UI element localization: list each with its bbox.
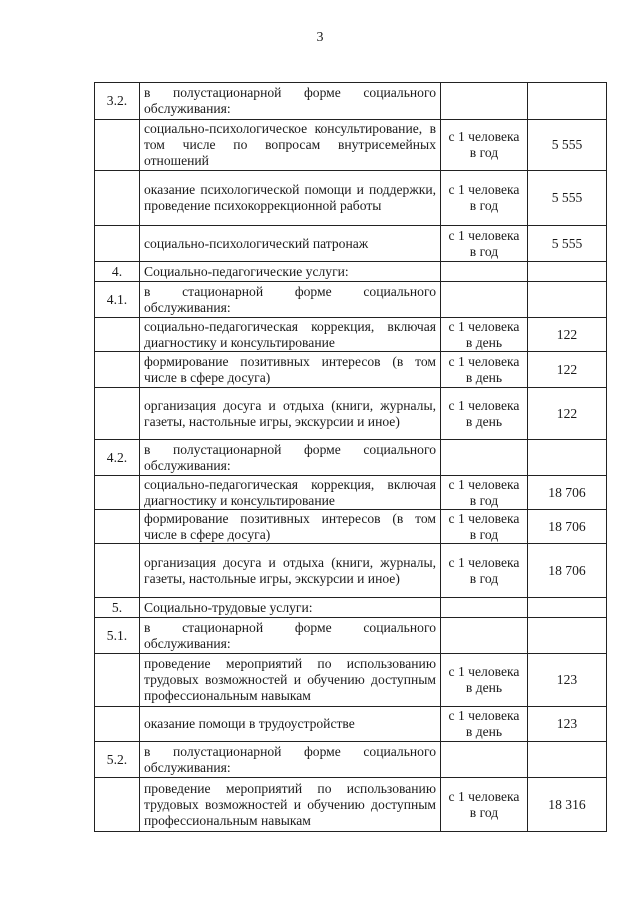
row-number: 4. bbox=[95, 262, 140, 282]
table-row bbox=[95, 544, 607, 598]
table-row bbox=[95, 476, 607, 510]
unit-cell: с 1 человека в год bbox=[441, 476, 528, 510]
service-name: проведение мероприятий по использованию трудовых возможностей и обучению доступным профессиональным навыкам bbox=[140, 654, 441, 707]
table-row bbox=[95, 440, 607, 476]
table-row bbox=[95, 618, 607, 654]
service-name: социально-психологическое консультирование, в том числе по вопросам внутрисемейных отношений bbox=[140, 120, 441, 171]
value-cell: 18 706 bbox=[528, 510, 607, 544]
unit-cell bbox=[441, 262, 528, 282]
value-cell: 122 bbox=[528, 388, 607, 440]
tariff-table bbox=[94, 82, 607, 832]
row-number bbox=[95, 120, 140, 171]
unit-cell: с 1 человека в день bbox=[441, 318, 528, 352]
row-number bbox=[95, 778, 140, 832]
unit-cell: с 1 человека в день bbox=[441, 352, 528, 388]
value-cell bbox=[528, 742, 607, 778]
row-number bbox=[95, 510, 140, 544]
service-name: оказание помощи в трудоустройстве bbox=[140, 707, 441, 742]
value-cell: 18 706 bbox=[528, 544, 607, 598]
row-number bbox=[95, 352, 140, 388]
value-cell: 123 bbox=[528, 707, 607, 742]
row-number bbox=[95, 544, 140, 598]
service-name: оказание психологической помощи и поддержки, проведение психокоррекционной работы bbox=[140, 171, 441, 226]
unit-cell bbox=[441, 598, 528, 618]
unit-cell: с 1 человека в день bbox=[441, 388, 528, 440]
row-number bbox=[95, 318, 140, 352]
table-row bbox=[95, 742, 607, 778]
value-cell: 123 bbox=[528, 654, 607, 707]
value-cell: 5 555 bbox=[528, 120, 607, 171]
service-name: формирование позитивных интересов (в том числе в сфере досуга) bbox=[140, 510, 441, 544]
unit-cell bbox=[441, 83, 528, 120]
table-row bbox=[95, 707, 607, 742]
row-number bbox=[95, 388, 140, 440]
table-row bbox=[95, 171, 607, 226]
row-number bbox=[95, 171, 140, 226]
unit-cell bbox=[441, 282, 528, 318]
table-row bbox=[95, 510, 607, 544]
row-number: 3.2. bbox=[95, 83, 140, 120]
value-cell bbox=[528, 282, 607, 318]
row-number bbox=[95, 707, 140, 742]
table-row bbox=[95, 262, 607, 282]
service-name: социально-психологический патронаж bbox=[140, 226, 441, 262]
unit-cell: с 1 человека в день bbox=[441, 654, 528, 707]
service-name: формирование позитивных интересов (в том числе в сфере досуга) bbox=[140, 352, 441, 388]
table-row bbox=[95, 226, 607, 262]
unit-cell bbox=[441, 742, 528, 778]
row-number bbox=[95, 226, 140, 262]
unit-cell: с 1 человека в год bbox=[441, 544, 528, 598]
service-name: социально-педагогическая коррекция, включая диагностику и консультирование bbox=[140, 476, 441, 510]
value-cell: 122 bbox=[528, 318, 607, 352]
row-number: 5.2. bbox=[95, 742, 140, 778]
row-number: 4.2. bbox=[95, 440, 140, 476]
table-row bbox=[95, 778, 607, 832]
value-cell bbox=[528, 618, 607, 654]
table-row bbox=[95, 83, 607, 120]
service-name: в стационарной форме социального обслуживания: bbox=[140, 282, 441, 318]
service-name: Социально-трудовые услуги: bbox=[140, 598, 441, 618]
value-cell bbox=[528, 598, 607, 618]
value-cell: 5 555 bbox=[528, 171, 607, 226]
table-row bbox=[95, 318, 607, 352]
table-row bbox=[95, 352, 607, 388]
table-row bbox=[95, 388, 607, 440]
unit-cell: с 1 человека в день bbox=[441, 707, 528, 742]
value-cell: 122 bbox=[528, 352, 607, 388]
row-number bbox=[95, 654, 140, 707]
service-name: организация досуга и отдыха (книги, журналы, газеты, настольные игры, экскурсии и иное) bbox=[140, 388, 441, 440]
row-number bbox=[95, 476, 140, 510]
service-name: Социально-педагогические услуги: bbox=[140, 262, 441, 282]
service-name: социально-педагогическая коррекция, включая диагностику и консультирование bbox=[140, 318, 441, 352]
row-number: 4.1. bbox=[95, 282, 140, 318]
service-name: проведение мероприятий по использованию трудовых возможностей и обучению доступным профессиональным навыкам bbox=[140, 778, 441, 832]
service-name: в полустационарной форме социального обслуживания: bbox=[140, 83, 441, 120]
row-number: 5.1. bbox=[95, 618, 140, 654]
value-cell: 18 316 bbox=[528, 778, 607, 832]
table-row bbox=[95, 282, 607, 318]
unit-cell: с 1 человека в год bbox=[441, 226, 528, 262]
unit-cell bbox=[441, 440, 528, 476]
unit-cell: с 1 человека в год bbox=[441, 120, 528, 171]
value-cell: 5 555 bbox=[528, 226, 607, 262]
unit-cell: с 1 человека в год bbox=[441, 171, 528, 226]
value-cell bbox=[528, 440, 607, 476]
unit-cell: с 1 человека в год bbox=[441, 510, 528, 544]
value-cell bbox=[528, 262, 607, 282]
value-cell bbox=[528, 83, 607, 120]
service-name: в полустационарной форме социального обслуживания: bbox=[140, 440, 441, 476]
service-name: организация досуга и отдыха (книги, журналы, газеты, настольные игры, экскурсии и иное) bbox=[140, 544, 441, 598]
value-cell: 18 706 bbox=[528, 476, 607, 510]
service-name: в стационарной форме социального обслуживания: bbox=[140, 618, 441, 654]
unit-cell bbox=[441, 618, 528, 654]
table-row bbox=[95, 654, 607, 707]
page-number: 3 bbox=[316, 30, 324, 45]
unit-cell: с 1 человека в год bbox=[441, 778, 528, 832]
service-name: в полустационарной форме социального обслуживания: bbox=[140, 742, 441, 778]
table-row bbox=[95, 120, 607, 171]
row-number: 5. bbox=[95, 598, 140, 618]
table-row bbox=[95, 598, 607, 618]
